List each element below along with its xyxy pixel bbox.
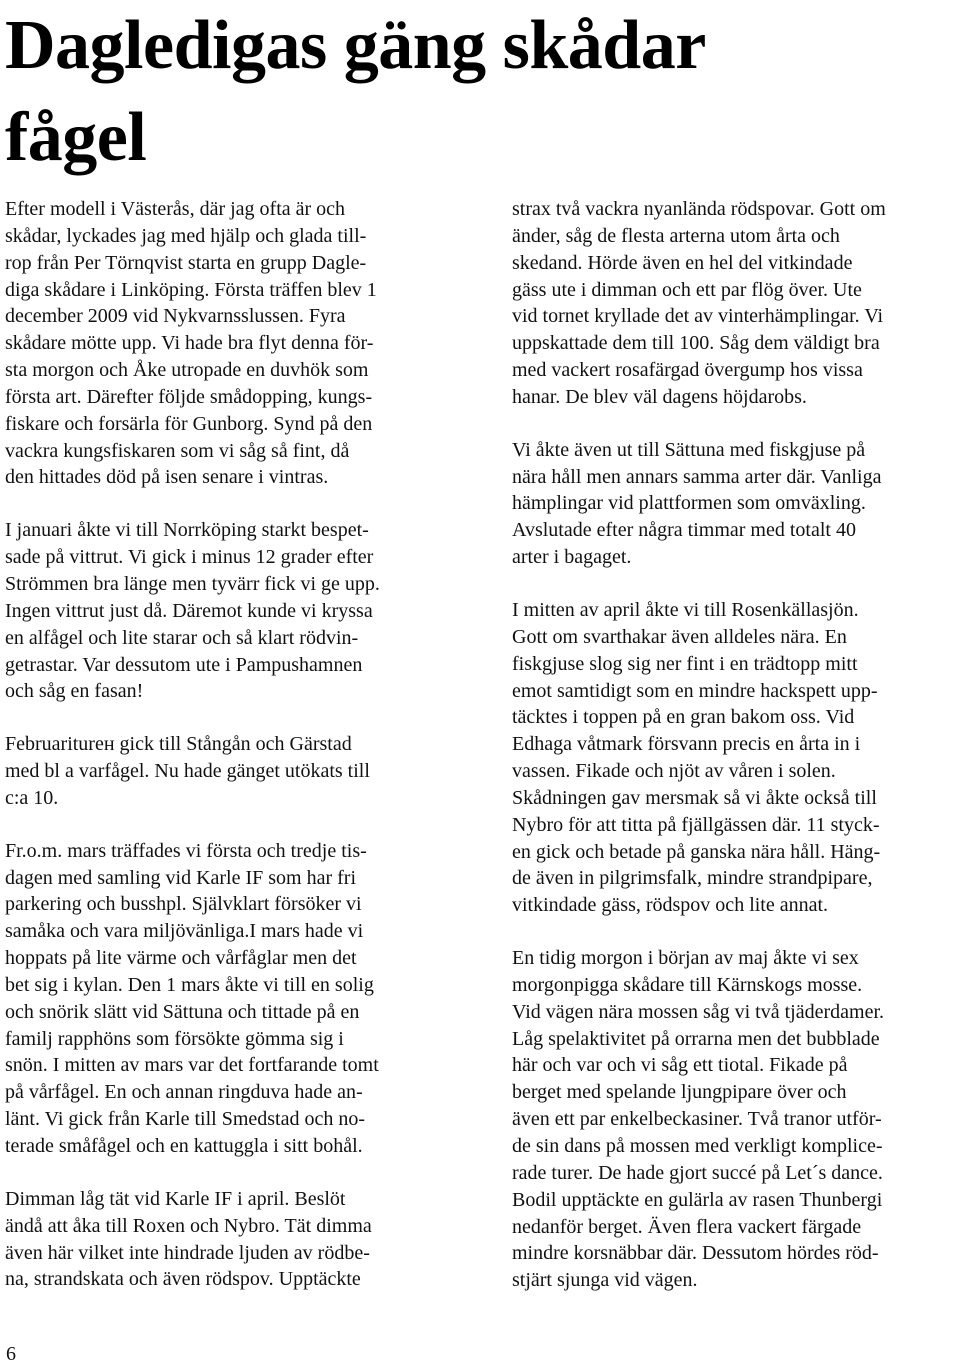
text-line: skedand. Hörde även en hel del vitkindade [512, 251, 853, 274]
text-line: Dimman låg tät vid Karle IF i april. Beslöt [5, 1187, 346, 1210]
text-line: bet sig i kylan. Den 1 mars åkte vi till en solig [5, 973, 374, 996]
text-line: täcktes i toppen på en gran bakom oss. Vid [512, 706, 855, 729]
text-line: vackra kungsfiskaren som vi såg så fint, då [5, 439, 350, 462]
paragraph [512, 437, 958, 571]
paragraph [5, 1186, 475, 1293]
text-line: de sin dans på mossen med verkligt komplice- [512, 1135, 883, 1157]
article-title [5, 0, 945, 184]
text-line: Vid vägen nära mossen såg vi två tjäderdamer. [512, 1000, 885, 1023]
text-line: familj rapphöns som försökte gömma sig i [5, 1027, 344, 1050]
text-line: rade turer. De hade gjort succé på Let´s dance. [512, 1161, 883, 1184]
paragraph [5, 517, 475, 705]
text-line: En tidig morgon i början av maj åkte vi sex [512, 947, 859, 970]
text-line: gäss ute i dimman och ett par flög över. Ute [512, 278, 862, 301]
text-line: uppskattade dem till 100. Såg dem väldigt bra [512, 332, 880, 355]
right-text-column [512, 196, 958, 1320]
text-line: en gick och betade på ganska nära håll. Häng- [512, 840, 881, 863]
text-line: även ett par enkelbeckasiner. Två tranor utför- [512, 1108, 882, 1131]
text-line: nedanför berget. Även flera vackert färgade [512, 1215, 862, 1238]
text-line: parkering och busshpl. Självklart försöker vi [5, 893, 362, 916]
text-line: sade på vittrut. Vi gick i minus 12 grader efter [5, 546, 374, 569]
title-line: Dagledigas gäng skådar [5, 7, 706, 84]
text-line: Bodil upptäckte en gulärla av rasen Thunbergi [512, 1188, 883, 1211]
text-line: Avslutade efter några timmar med totalt 40 [512, 519, 856, 542]
text-line: vassen. Fikade och njöt av våren i solen. [512, 760, 836, 783]
text-line: och såg en fasan! [5, 680, 144, 703]
text-line: med bl a varfågel. Nu hade gänget utökats till [5, 760, 370, 783]
text-line: och snörik slätt vid Sättuna och tittade på en [5, 1000, 360, 1023]
text-line: getrastar. Var dessutom ute i Pampushamnen [5, 653, 363, 676]
text-line: Strömmen bra länge men tyvärr fick vi ge upp. [5, 572, 380, 595]
paragraph [512, 196, 958, 411]
text-line: I januari åkte vi till Norrköping starkt bespet- [5, 519, 369, 542]
left-text-column [5, 196, 475, 1319]
paragraph [512, 597, 958, 919]
text-line: Efter modell i Västerås, där jag ofta är och [5, 198, 346, 220]
paragraph [5, 838, 475, 1160]
text-line: här och var och vi såg ett tiotal. Fikade på [512, 1054, 848, 1077]
text-line: första art. Därefter följde smådopping, kungs- [5, 385, 373, 408]
text-line: Vi åkte även ut till Sättuna med fiskgjuse på [512, 438, 866, 461]
text-line: vid tornet kryllade det av vinterhämplingar. Vi [512, 305, 884, 328]
title-line: fågel [5, 99, 147, 176]
text-line: Fr.o.m. mars träffades vi första och tredje tis- [5, 839, 367, 862]
text-line: Ingen vittrut just då. Däremot kunde vi kryssa [5, 599, 373, 622]
text-line: på vårfågel. En och annan ringduva hade an- [5, 1081, 363, 1104]
text-line: fiskare och forsärla för Gunborg. Synd på den [5, 412, 373, 435]
text-line: na, strandskata och även rödspov. Upptäckte [5, 1268, 361, 1291]
text-line: hoppats på lite värme och vårfåglar men det [5, 947, 357, 970]
text-line: emot samtidigt som en mindre hackspett upp- [512, 679, 878, 702]
paragraph [5, 196, 475, 491]
text-line: Skådningen gav mersmak så vi åkte också till [512, 786, 877, 809]
text-line: hanar. De blev väl dagens höjdarobs. [512, 385, 807, 408]
text-line: Gott om svarthakar även alldeles nära. En [512, 625, 847, 648]
text-line: nära håll men annars samma arter där. Vanliga [512, 465, 882, 488]
text-line: morgonpigga skådare till Kärnskogs mosse. [512, 973, 863, 996]
text-line: en alfågel och lite starar och så klart rödvin- [5, 626, 359, 649]
page-number: 6 [6, 1343, 16, 1365]
text-line: dagen med samling vid Karle IF som har fri [5, 866, 357, 889]
paragraph [5, 731, 475, 812]
text-line: skådar, lyckades jag med hjälp och glada till- [5, 224, 367, 247]
text-line: december 2009 vid Nykvarnsslussen. Fyra [5, 305, 346, 328]
text-line: Februariturен gick till Stångån och Gärstad [5, 733, 352, 756]
text-line: vitkindade gäss, rödspov och lite annat. [512, 894, 829, 917]
text-line: diga skådare i Linköping. Första träffen blev 1 [5, 278, 377, 301]
text-line: hämplingar vid plattformen som omväxling. [512, 492, 866, 515]
text-line: snön. I mitten av mars var det fortfarande tomt [5, 1054, 379, 1077]
paragraph [512, 945, 958, 1294]
text-line: rop från Per Törnqvist starta en grupp Dagle- [5, 251, 367, 274]
text-line: fiskgjuse slog sig ner fint i en trädtopp mitt [512, 652, 858, 675]
text-line: samåka och vara miljövänliga.I mars hade vi [5, 920, 364, 943]
text-line: stjärt sjunga vid vägen. [512, 1269, 698, 1292]
text-line: c:a 10. [5, 786, 59, 809]
text-line: sta morgon och Åke utropade en duvhök som [5, 359, 369, 382]
text-line: berget med spelande ljungpipare över och [512, 1081, 847, 1104]
text-line: Låg spelaktivitet på orrarna men det bubblade [512, 1027, 880, 1050]
text-line: Edhaga våtmark försvann precis en årta in i [512, 733, 861, 756]
text-line: de även in pilgrimsfalk, mindre strandpipare, [512, 867, 873, 890]
text-line: mindre korsnäbbar där. Dessutom hördes röd- [512, 1242, 879, 1265]
text-line: Nybro för att titta på fjällgässen där. 11 styck- [512, 813, 880, 836]
text-line: även här vilket inte hindrade ljuden av rödbe- [5, 1241, 370, 1264]
text-line: länt. Vi gick från Karle till Smedstad och no- [5, 1108, 366, 1131]
text-line: ändå att åka till Roxen och Nybro. Tät dimma [5, 1214, 372, 1237]
text-line: terade småfågel och en kattuggla i sitt bohål. [5, 1135, 363, 1157]
text-line: skådare mötte upp. Vi hade bra flyt denna för- [5, 332, 374, 355]
text-line: den hittades död på isen senare i vintras. [5, 466, 329, 489]
text-line: änder, såg de flesta arterna utom årta och [512, 224, 840, 247]
text-line: arter i bagaget. [512, 546, 632, 569]
text-line: strax två vackra nyanlända rödspovar. Gott om [512, 198, 886, 220]
text-line: I mitten av april åkte vi till Rosenkällasjön. [512, 598, 859, 621]
text-line: med vackert rosafärgad övergump hos vissa [512, 359, 863, 382]
